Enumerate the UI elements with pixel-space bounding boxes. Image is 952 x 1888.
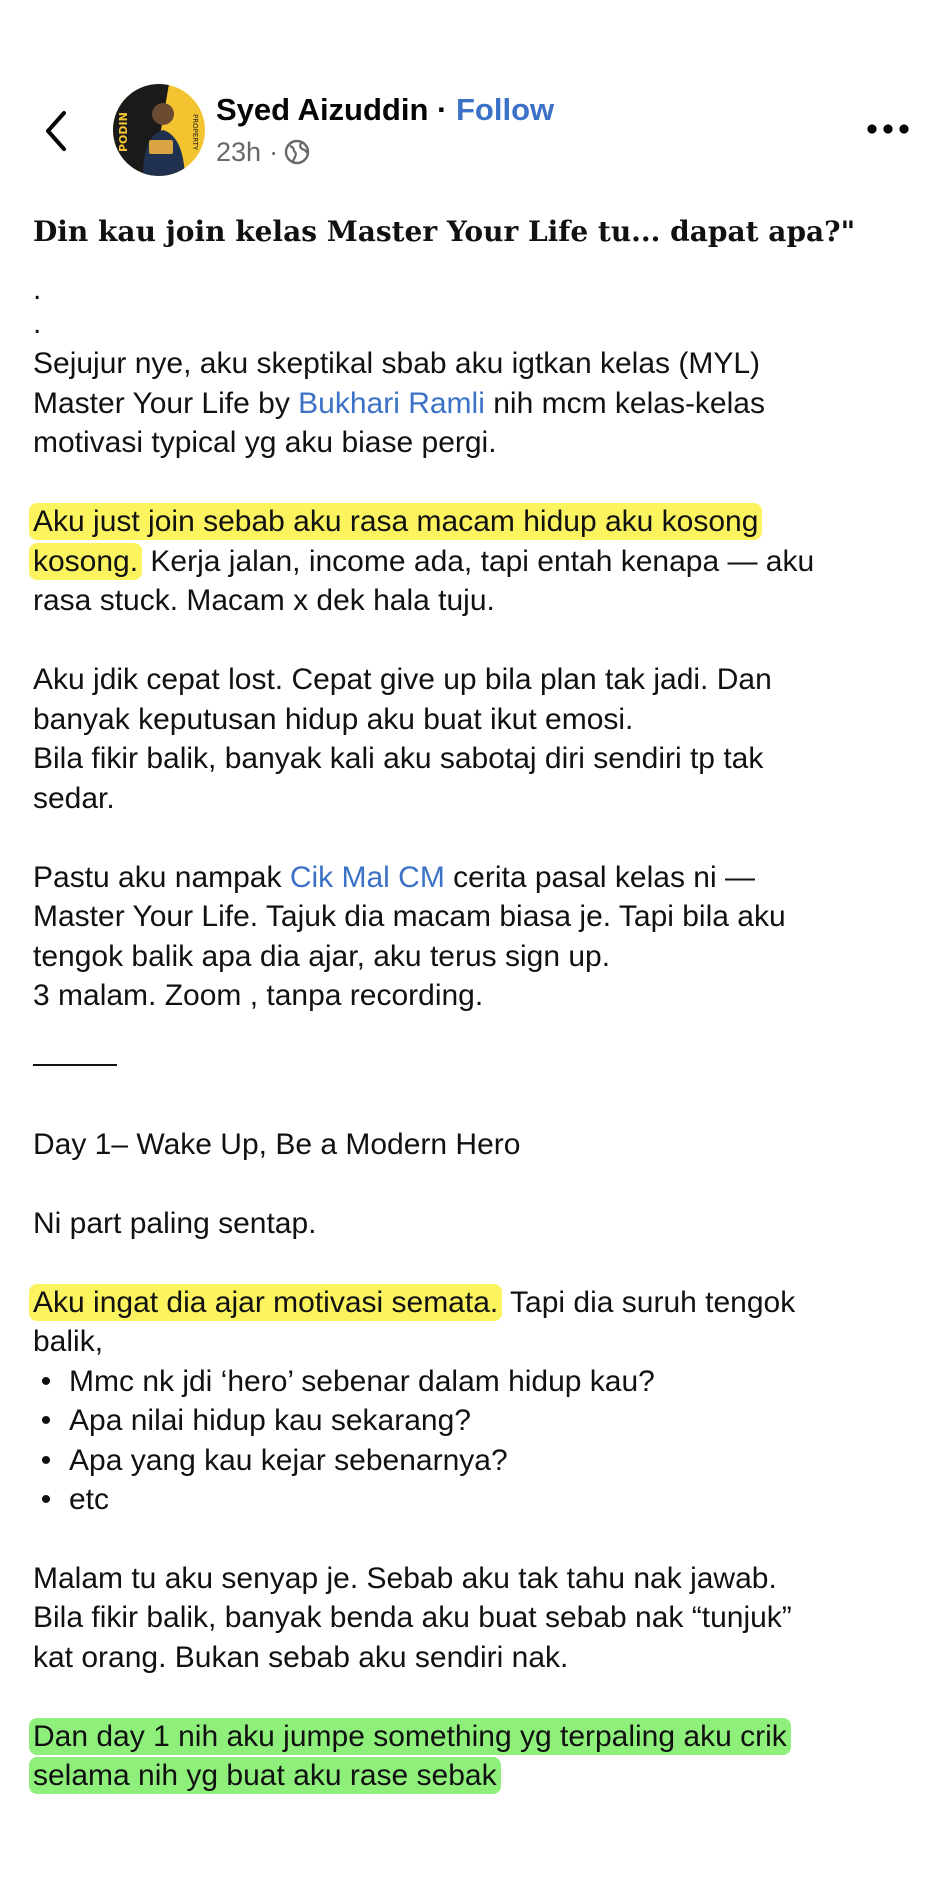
post-timestamp[interactable]: 23h: [216, 137, 262, 167]
dot-line: .: [33, 273, 42, 306]
paragraph-line: Malam tu aku senyap je. Sebab aku tak tahu nak jawab.: [33, 1562, 777, 1595]
paragraph-line: rasa stuck. Macam x dek hala tuju.: [33, 584, 495, 617]
post-meta: [216, 134, 310, 170]
list-item-text: Apa yang kau kejar sebenarnya?: [69, 1444, 508, 1477]
highlighted-text: Aku ingat dia ajar motivasi semata.: [29, 1284, 502, 1321]
list-item: [33, 1441, 508, 1481]
paragraph-line: Bila fikir balik, banyak kali aku sabotaj diri sendiri tp tak: [33, 742, 764, 775]
paragraph-line: Bila fikir balik, banyak benda aku buat sebab nak “tunjuk”: [33, 1601, 792, 1634]
dot-line: .: [33, 307, 42, 340]
author-row: [216, 90, 554, 130]
paragraph-line: Sejujur nye, aku skeptikal sbab aku igtkan kelas (MYL): [33, 347, 761, 380]
paragraph-line: balik,: [33, 1325, 104, 1358]
text-span: Tapi dia suruh tengok: [502, 1286, 796, 1319]
author-name[interactable]: Syed Aizuddin: [216, 92, 429, 127]
text-span: Pastu aku nampak: [33, 861, 290, 894]
bullet-icon: •: [40, 1444, 52, 1477]
paragraph-line: [33, 1717, 791, 1757]
paragraph-line: Ni part paling sentap.: [33, 1207, 317, 1240]
post-title: Din kau join kelas Master Your Life tu... dapat apa?": [33, 215, 856, 248]
list-item-text: etc: [69, 1483, 110, 1516]
author-separator: ·: [437, 92, 448, 127]
paragraph-line: [33, 502, 762, 542]
list-item-text: Apa nilai hidup kau sekarang?: [69, 1404, 471, 1437]
text-span: Kerja jalan, income ada, tapi entah kenapa — aku: [142, 545, 815, 578]
highlighted-text: Dan day 1 nih aku jumpe something yg terpaling aku crik: [29, 1718, 791, 1755]
paragraph-line: Master Your Life. Tajuk dia macam biasa je. Tapi bila aku: [33, 900, 786, 933]
avatar-image: [113, 84, 205, 176]
paragraph-line: Aku jdik cepat lost. Cepat give up bila plan tak jadi. Dan: [33, 663, 772, 696]
svg-text:PODIN: PODIN: [117, 112, 130, 152]
more-horizontal-icon: [867, 124, 909, 134]
more-options-button[interactable]: [864, 112, 912, 146]
list-item: [33, 1480, 109, 1520]
list-item: [33, 1401, 471, 1441]
post-header: [0, 0, 952, 200]
avatar[interactable]: [113, 84, 205, 176]
svg-text:PROPERTY: PROPERTY: [191, 114, 199, 151]
chevron-left-icon: [44, 110, 68, 152]
paragraph-line: motivasi typical yg aku biase pergi.: [33, 426, 497, 459]
bullet-icon: •: [40, 1404, 52, 1437]
text-span: nih mcm kelas-kelas: [484, 387, 765, 420]
paragraph-line: [33, 1283, 795, 1323]
paragraph-line: sedar.: [33, 782, 115, 815]
section-heading: Day 1– Wake Up, Be a Modern Hero: [33, 1128, 521, 1161]
highlighted-text: kosong.: [29, 543, 142, 580]
text-span: cerita pasal kelas ni —: [444, 861, 755, 894]
paragraph-line: [33, 1756, 501, 1796]
highlighted-text: Aku just join sebab aku rasa macam hidup aku kosong: [29, 503, 762, 540]
paragraph-line: 3 malam. Zoom , tanpa recording.: [33, 979, 484, 1012]
divider: [33, 1064, 117, 1066]
highlighted-text: selama nih yg buat aku rase sebak: [29, 1757, 501, 1794]
mention-link-cik-mal-cm[interactable]: Cik Mal CM: [289, 861, 445, 894]
mention-link-bukhari-ramli[interactable]: Bukhari Ramli: [298, 387, 485, 420]
back-button[interactable]: [36, 103, 76, 159]
list-item: [33, 1362, 655, 1402]
paragraph-line: [33, 858, 755, 898]
paragraph-line: banyak keputusan hidup aku buat ikut emosi.: [33, 703, 634, 736]
list-item-text: Mmc nk jdi ‘hero’ sebenar dalam hidup kau?: [69, 1365, 655, 1398]
paragraph-line: [33, 542, 814, 582]
paragraph-line: tengok balik apa dia ajar, aku terus sign up.: [33, 940, 611, 973]
globe-icon: [284, 139, 310, 165]
text-span: Master Your Life by: [33, 387, 299, 420]
bullet-icon: •: [40, 1365, 52, 1398]
bullet-icon: •: [40, 1483, 52, 1516]
follow-button[interactable]: Follow: [456, 92, 555, 127]
meta-separator: ·: [269, 137, 279, 167]
paragraph-line: [33, 384, 765, 424]
paragraph-line: kat orang. Bukan sebab aku sendiri nak.: [33, 1641, 569, 1674]
